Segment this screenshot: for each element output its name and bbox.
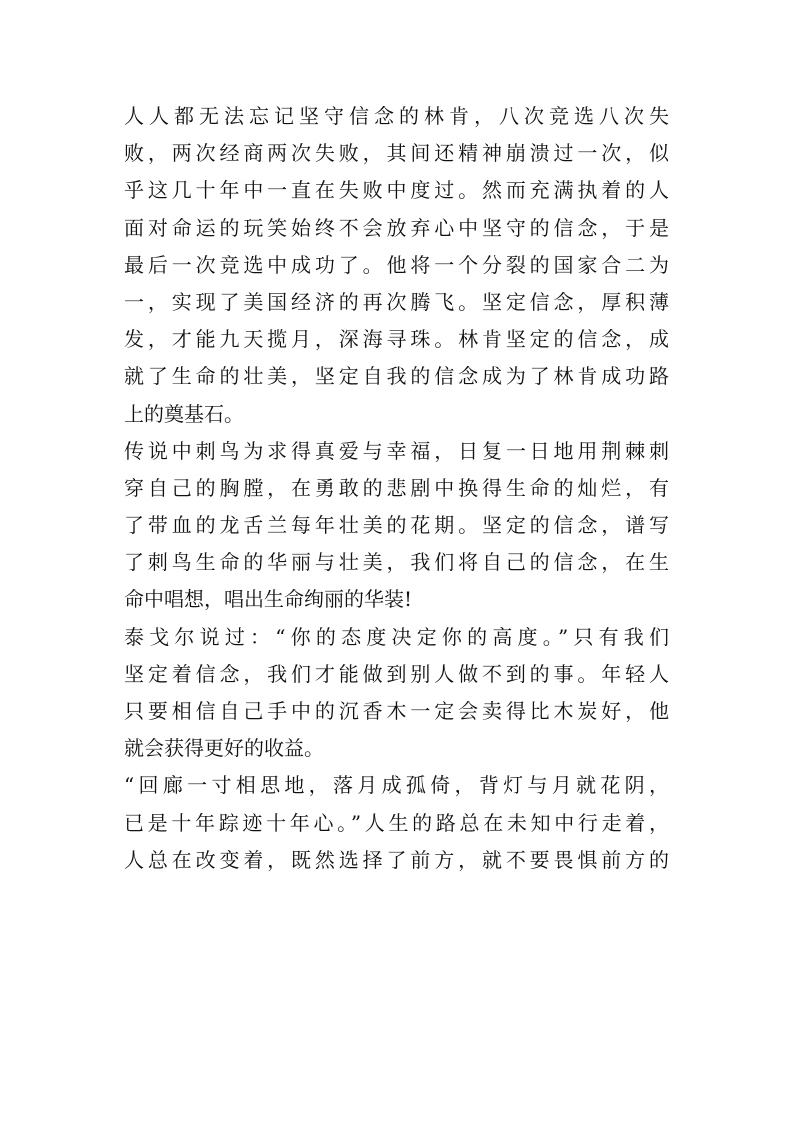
text-line: 命中唱想，唱出生命绚丽的华装!	[124, 587, 413, 612]
text-line: 人人都无法忘记坚守信念的林肯，八次竞选八次失	[124, 104, 669, 128]
text-line: 就会获得更好的收益。	[124, 736, 324, 761]
text-line: 面对命运的玩笑始终不会放弃心中坚守的信念，于是	[124, 215, 669, 240]
paragraph-2	[124, 433, 669, 619]
text-line: 一，实现了美国经济的再次腾飞。坚定信念，厚积薄	[124, 289, 669, 314]
text-line: 泰戈尔说过：“你的态度决定你的高度。”只有我们	[124, 624, 669, 649]
text-line: 了带血的龙舌兰每年壮美的花期。坚定的信念，谱写	[124, 513, 669, 538]
text-line: 已是十年踪迹十年心。”人生的路总在未知中行走着，	[124, 810, 669, 835]
text-line: 了刺鸟生命的华丽与壮美，我们将自己的信念，在生	[124, 550, 669, 575]
text-line: 坚定着信念，我们才能做到别人做不到的事。年轻人	[124, 661, 669, 686]
text-line: 发，才能九天揽月，深海寻珠。林肯坚定的信念，成	[124, 327, 669, 352]
text-line: 只要相信自己手中的沉香木一定会卖得比木炭好，他	[124, 699, 669, 723]
text-line: 人总在改变着，既然选择了前方，就不要畏惧前方的	[124, 847, 669, 872]
text-line: 穿自己的胸膛，在勇敢的悲剧中换得生命的灿烂，有	[124, 475, 669, 500]
paragraph-4	[124, 767, 669, 879]
text-line: 败，两次经商两次失败，其间还精神崩溃过一次，似	[124, 141, 669, 166]
text-line: 乎这几十年中一直在失败中度过。然而充满执着的人	[124, 178, 669, 203]
paragraph-1	[124, 98, 669, 433]
text-line: “回廊一寸相思地，落月成孤倚，背灯与月就花阴，	[124, 773, 669, 798]
text-line: 上的奠基石。	[124, 401, 244, 426]
text-line: 就了生命的壮美，坚定自我的信念成为了林肯成功路	[124, 364, 669, 389]
document-body	[124, 98, 669, 879]
text-line: 传说中刺鸟为求得真爱与幸福，日复一日地用荆棘刺	[124, 438, 669, 463]
paragraph-3	[124, 619, 669, 768]
text-line: 最后一次竞选中成功了。他将一个分裂的国家合二为	[124, 252, 669, 277]
